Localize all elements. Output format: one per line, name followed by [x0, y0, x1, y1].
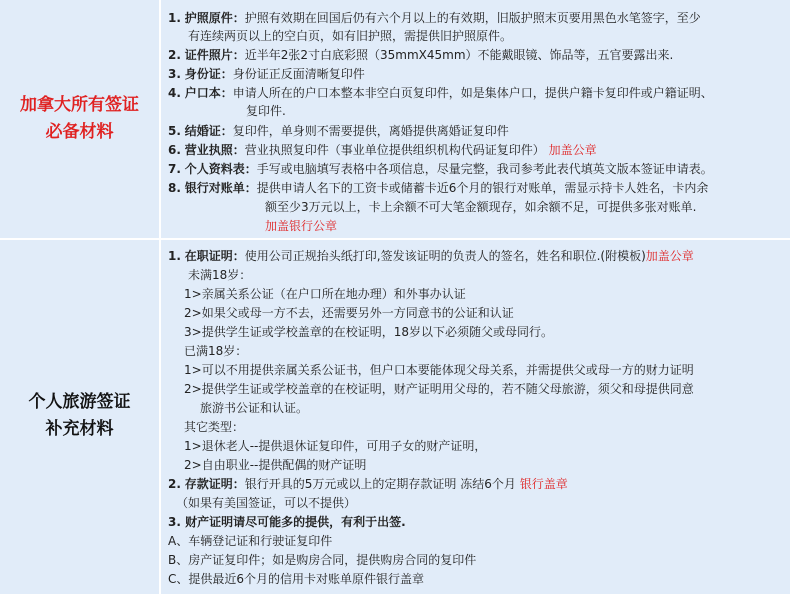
tourist-materials-heading-cell: [0, 238, 159, 594]
over-18-item-1: 1>可以不用提供亲属关系公证书，但户口本要能体现父母关系，并需提供父或母一方的财力证明: [184, 363, 694, 377]
bank-statement-item: 8. 银行对账单：提供申请人名下的工资卡或储蓄卡近6个月的银行对账单，需显示持卡人姓名，卡内余: [168, 181, 709, 195]
deposit-seal-note: 银行盖章: [519, 477, 568, 491]
passport-item-cont: 有连续两页以上的空白页，如有旧护照，需提供旧护照原件。: [188, 29, 513, 43]
bank-seal-note: 加盖银行公章: [265, 219, 338, 233]
required-materials-heading-cell: [0, 0, 159, 238]
household-register-item: 4. 户口本：申请人所在的户口本整本非空白页复印件，如是集体户口，提供户籍卡复印件或户籍证明、: [168, 86, 713, 100]
tourist-materials-title-line2: 补充材料: [45, 419, 114, 439]
household-register-item-cont: 复印件.: [246, 104, 286, 118]
under-18-item-3: 3>提供学生证或学校盖章的在校证明，18岁以下必须随父或母同行。: [184, 325, 553, 339]
under-18-item-1: 1>亲属关系公证（在户口所在地办理）和外事办认证: [184, 287, 466, 301]
over-18-label: 已满18岁：: [184, 344, 248, 358]
deposit-cert-item: 2. 存款证明：银行开具的5万元或以上的定期存款证明 冻结6个月 银行盖章: [168, 477, 568, 491]
required-materials-title-line1: 加拿大所有签证: [20, 95, 139, 115]
photo-item: 2. 证件照片：近半年2张2寸白底彩照（35mmX45mm）不能戴眼镜、饰品等，五官要露出来.: [168, 48, 674, 62]
row-divider: [0, 238, 790, 240]
extra-property: B、房产证复印件；如是购房合同，提供购房合同的复印件: [168, 553, 477, 567]
under-18-label: 未满18岁：: [188, 268, 252, 282]
employment-cert-item: 1. 在职证明：使用公司正规抬头纸打印,签发该证明的负责人的签名，姓名和职位.(附模板)加盖公章: [168, 249, 694, 263]
business-license-item: 6. 营业执照：营业执照复印件（事业单位提供组织机构代码证复印件） 加盖公章: [168, 143, 597, 157]
under-18-item-2: 2>如果父或母一方不去，还需要另外一方同意书的公证和认证: [184, 306, 514, 320]
other-type-retiree: 1>退休老人--提供退休证复印件，可用子女的财产证明，: [184, 439, 487, 453]
extra-vehicle: A、车辆登记证和行驶证复印件: [168, 534, 333, 548]
required-materials-title-line2: 必备材料: [45, 122, 114, 142]
tourist-materials-title-line1: 个人旅游签证: [28, 392, 131, 412]
bank-statement-item-cont: 额至少3万元以上，卡上余额不可大笔金额现存，如余额不足，可提供多张对账单.: [265, 200, 697, 214]
company-seal-note: 加盖公章: [548, 143, 597, 157]
deposit-cert-note: （如果有美国签证，可以不提供）: [176, 496, 357, 510]
over-18-item-2: 2>提供学生证或学校盖章的在校证明，财产证明用父母的，若不随父母旅游，须父和母提供同意: [184, 382, 694, 396]
personal-info-form-item: 7. 个人资料表：手写或电脑填写表格中各项信息，尽量完整，我司参考此表代填英文版本签证申请表。: [168, 162, 713, 176]
property-cert-item: 3. 财产证明请尽可能多的提供，有利于出签.: [168, 515, 406, 529]
employment-seal-note: 加盖公章: [645, 249, 694, 263]
column-divider: [159, 0, 161, 594]
other-type-freelancer: 2>自由职业--提供配偶的财产证明: [184, 458, 367, 472]
over-18-item-2-cont: 旅游书公证和认证。: [200, 401, 309, 415]
id-card-item: 3. 身份证：身份证正反面清晰复印件: [168, 67, 365, 81]
marriage-cert-item: 5. 结婚证：复印件，单身则不需要提供，离婚提供离婚证复印件: [168, 124, 509, 138]
other-types-label: 其它类型：: [184, 420, 245, 434]
extra-credit-card: C、提供最近6个月的信用卡对账单原件银行盖章: [168, 572, 425, 586]
passport-item: 1. 护照原件：护照有效期在回国后仍有六个月以上的有效期，旧版护照末页要用黑色水笔签字，至少: [168, 11, 701, 25]
